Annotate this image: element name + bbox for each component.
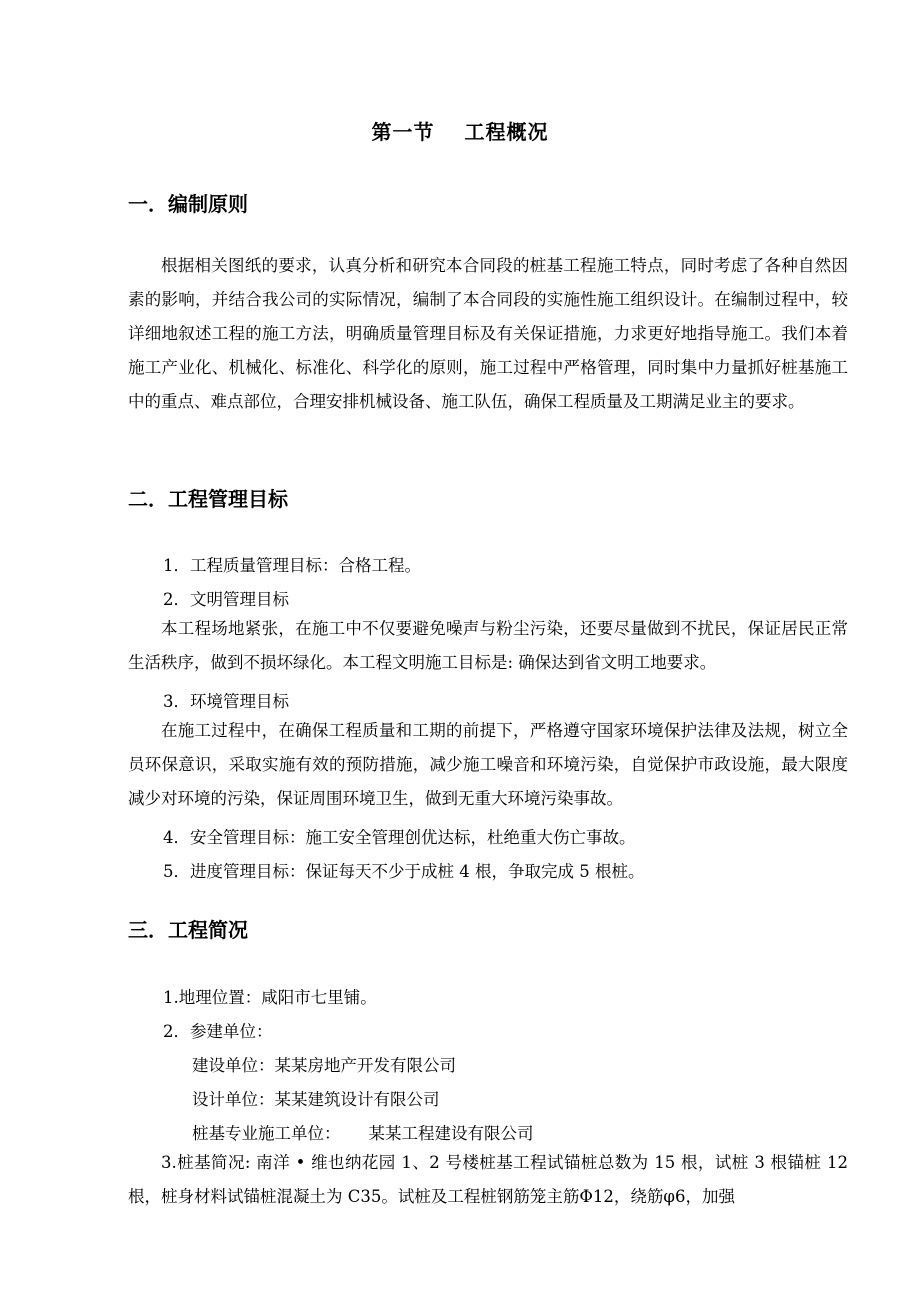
overview-participants: 2．参建单位： <box>163 1022 273 1041</box>
goal-environment-title: 3．环境管理目标 <box>163 692 289 711</box>
participant-designer: 设计单位：某某建筑设计有限公司 <box>192 1090 440 1109</box>
paragraph-civilized: 本工程场地紧张，在施工中不仅要避免噪声与粉尘污染，还要尽量做到不扰民，保证居民正常生活秩序，做到不损坏绿化。本工程文明施工目标是: 确保达到省文明工地要求。 <box>128 619 848 672</box>
heading-management-goals: 二．工程管理目标 <box>128 487 288 511</box>
goal-civilized-title: 2．文明管理目标 <box>163 590 289 609</box>
goal-schedule: 5．进度管理目标：保证每天不少于成桩 4 根，争取完成 5 根桩。 <box>163 862 645 881</box>
page-title <box>0 116 920 145</box>
paragraph-pile-overview: 3.桩基简况: 南洋 • 维也纳花园 1、2 号楼桩基工程试锚桩总数为 15 根，试桩 3 根锚桩 12 根，桩身材料试锚桩混凝土为 C35。试桩及工程桩钢筋笼主筋Φ12，绕筋φ6，加强 <box>128 1153 848 1206</box>
participant-builder: 建设单位：某某房地产开发有限公司 <box>192 1056 456 1075</box>
heading-compilation-principles: 一．编制原则 <box>128 192 248 216</box>
paragraph-compilation-principles: 根据相关图纸的要求，认真分析和研究本合同段的桩基工程施工特点，同时考虑了各种自然因素的影响，并结合我公司的实际情况，编制了本合同段的实施性施工组织设计。在编制过程中，较详细地叙述工程的施工方法，明确质量管理目标及有关保证措施，力求更好地指导施工。我们本着施工产业化、机械化、标准化、科学化的原则，施工过程中严格管理，同时集中力量抓好桩基施工中的重点、难点部位，合理安排机械设备、施工队伍，确保工程质量及工期满足业主的要求。 <box>128 256 848 411</box>
goal-quality: 1．工程质量管理目标：合格工程。 <box>163 556 421 575</box>
overview-location: 1.地理位置：咸阳市七里铺。 <box>163 988 377 1007</box>
pile-contractor-label: 桩基专业施工单位： <box>192 1124 341 1143</box>
participant-pile-contractor <box>192 1120 534 1144</box>
paragraph-environment: 在施工过程中，在确保工程质量和工期的前提下，严格遵守国家环境保护法律及法规，树立全员环保意识，采取实施有效的预防措施，减少施工噪音和环境污染，自觉保护市政设施，最大限度减少对环境的污染，保证周围环境卫生，做到无重大环境污染事故。 <box>128 721 848 808</box>
section-name: 工程概况 <box>464 120 549 144</box>
heading-project-overview: 三．工程简况 <box>128 918 248 942</box>
goal-safety: 4．安全管理目标：施工安全管理创优达标，杜绝重大伤亡事故。 <box>163 828 636 847</box>
pile-contractor-value: 某某工程建设有限公司 <box>368 1124 534 1143</box>
section-number: 第一节 <box>371 120 435 144</box>
